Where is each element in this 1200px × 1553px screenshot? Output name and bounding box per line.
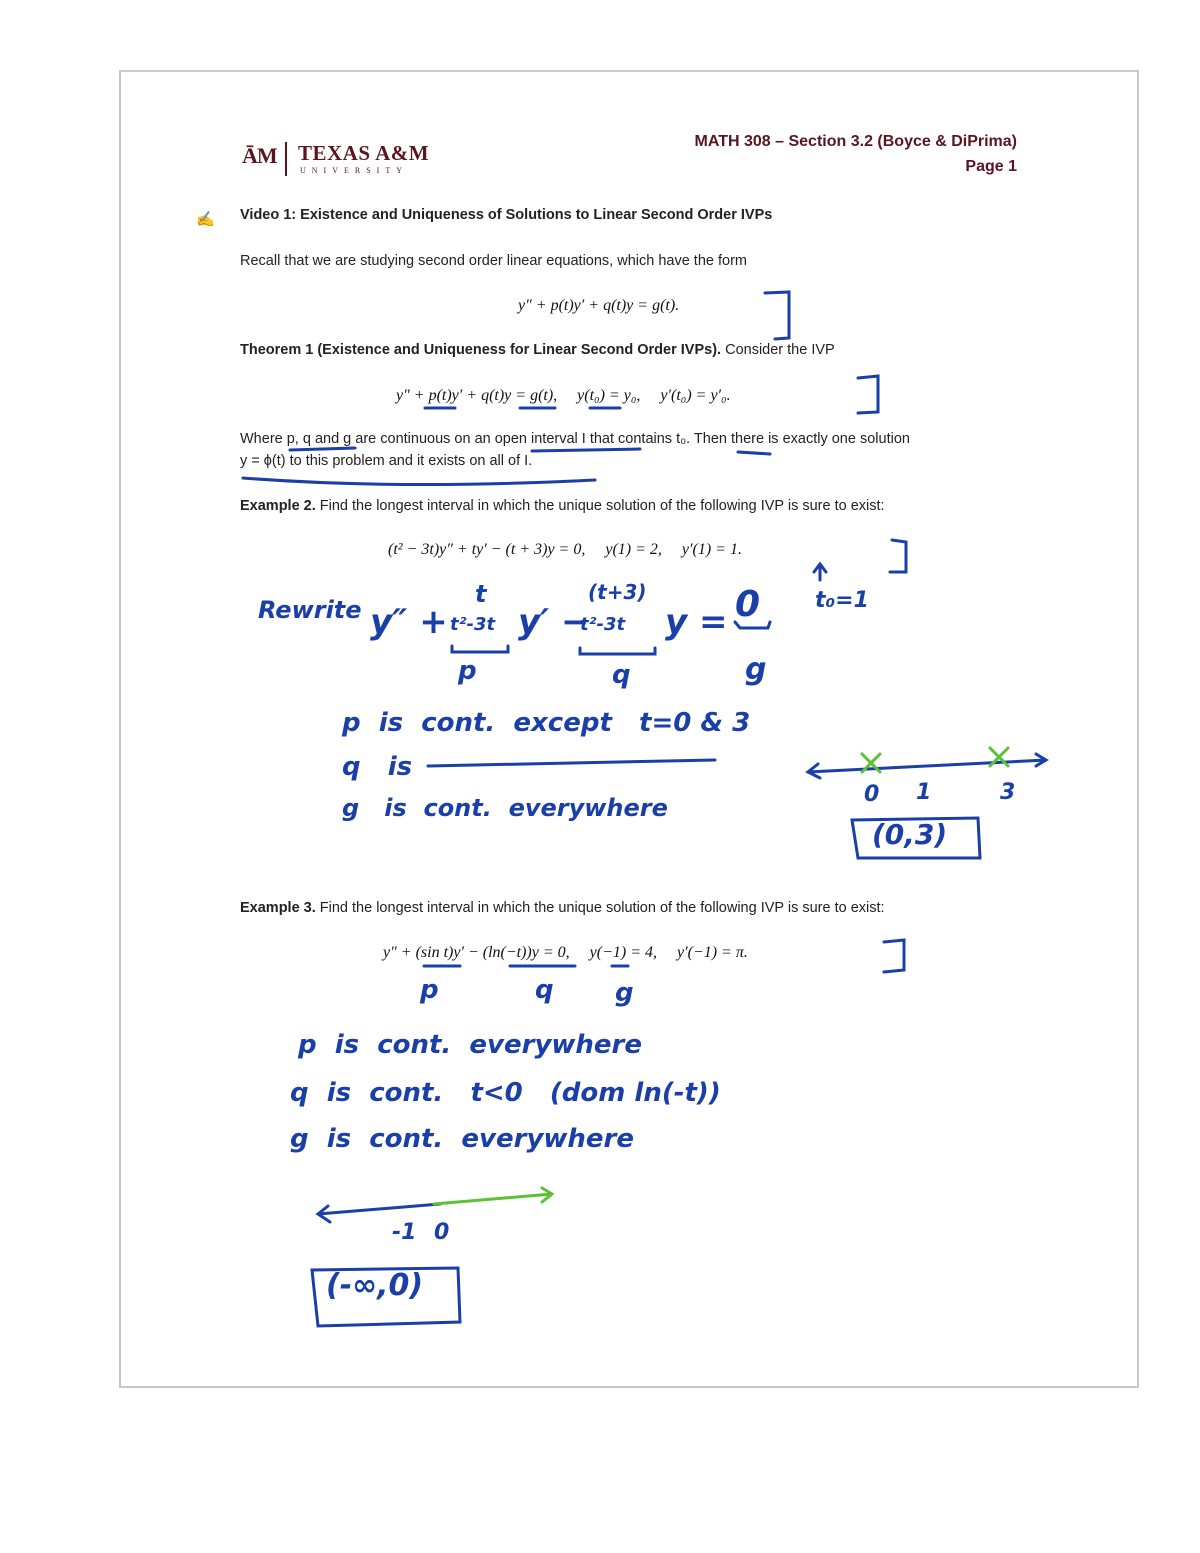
example-2-text: Find the longest interval in which the unique solution of the following IVP is sure to exist: <box>315 498 885 514</box>
tamu-logo-sub: UNIVERSITY <box>300 166 408 175</box>
handwritten-ex2-line-3: g is cont. everywhere <box>342 794 668 822</box>
handwritten-ex2-line-2: q is <box>342 752 413 782</box>
handwritten-ex2-line-1: p is cont. except t=0 & 3 <box>342 708 751 738</box>
tamu-logo-name: TEXAS A&M <box>298 141 430 165</box>
handwritten-y-equals: y = <box>665 602 728 642</box>
handwritten-ex3-label-p: p <box>420 975 439 1005</box>
logo-divider <box>285 142 287 176</box>
numberline-3-label-0: 0 <box>434 1220 450 1245</box>
pencil-icon: ✍ <box>196 211 215 228</box>
handwritten-label-g: g <box>745 652 767 687</box>
handwritten-zero: 0 <box>735 584 761 625</box>
handwritten-t0: t₀=1 <box>815 588 869 613</box>
course-title: MATH 308 – Section 3.2 (Boyce & DiPrima) <box>694 133 1017 150</box>
recall-text: Recall that we are studying second order linear equations, which have the form <box>240 253 747 269</box>
handwritten-ex3-label-q: q <box>535 975 554 1005</box>
page-number: Page 1 <box>965 158 1017 175</box>
example-2-label: Example 2. <box>240 498 316 514</box>
theorem-ivp-equation: y″ + p(t)y′ + q(t)y = g(t), y(t₀) = y₀, y′(t₀) = y′₀. <box>396 387 731 404</box>
handwritten-ex3-label-g: g <box>615 978 634 1008</box>
numberline-3-label-minus1: -1 <box>392 1220 417 1245</box>
video-title: Video 1: Existence and Uniqueness of Solutions to Linear Second Order IVPs <box>240 207 773 223</box>
equation-general-form: y″ + p(t)y′ + q(t)y = g(t). <box>518 297 680 314</box>
theorem-line-1: Where p, q and g are continuous on an open interval I that contains t₀. Then there is exactly one solution <box>240 431 910 447</box>
handwritten-p-numerator: t <box>475 580 487 608</box>
handwritten-p-denominator: t²-3t <box>450 614 496 635</box>
handwritten-ypp: y″ + <box>370 602 448 642</box>
answer-example-3: (-∞,0) <box>326 1268 424 1303</box>
handwritten-ex3-line-2: q is cont. t<0 (dom ln(-t)) <box>290 1078 721 1108</box>
handwritten-q-denominator: t²-3t <box>580 614 626 635</box>
example-3-prompt <box>240 900 885 916</box>
example-2-equation: (t² − 3t)y″ + ty′ − (t + 3)y = 0, y(1) = 2, y′(1) = 1. <box>388 541 742 558</box>
example-3-text: Find the longest interval in which the unique solution of the following IVP is sure to exist: <box>315 900 885 916</box>
example-3-label: Example 3. <box>240 900 316 916</box>
numberline-2-label-1: 1 <box>916 780 932 805</box>
numberline-2-label-0: 0 <box>864 782 880 807</box>
handwritten-label-p: p <box>458 656 477 686</box>
handwritten-label-q: q <box>612 660 631 690</box>
handwritten-q-numerator: (t+3) <box>588 580 647 604</box>
example-3-equation: y″ + (sin t)y′ − (ln(−t))y = 0, y(−1) = 4, y′(−1) = π. <box>383 944 748 961</box>
handwritten-yp: y′ − <box>518 602 590 642</box>
handwritten-ex3-line-1: p is cont. everywhere <box>298 1030 643 1060</box>
theorem-intro: Consider the IVP <box>721 342 835 358</box>
handwritten-ex3-line-3: g is cont. everywhere <box>290 1124 635 1154</box>
numberline-2-label-3: 3 <box>1000 780 1016 805</box>
handwritten-rewrite: Rewrite <box>258 596 362 624</box>
theorem-statement <box>240 342 835 358</box>
theorem-line-2: y = ϕ(t) to this problem and it exists on all of I. <box>240 453 533 469</box>
answer-example-2: (0,3) <box>872 818 948 851</box>
example-2-prompt <box>240 498 885 514</box>
theorem-label: Theorem 1 (Existence and Uniqueness for Linear Second Order IVPs). <box>240 342 722 358</box>
tamu-logo-mark: ĀM <box>242 143 277 168</box>
